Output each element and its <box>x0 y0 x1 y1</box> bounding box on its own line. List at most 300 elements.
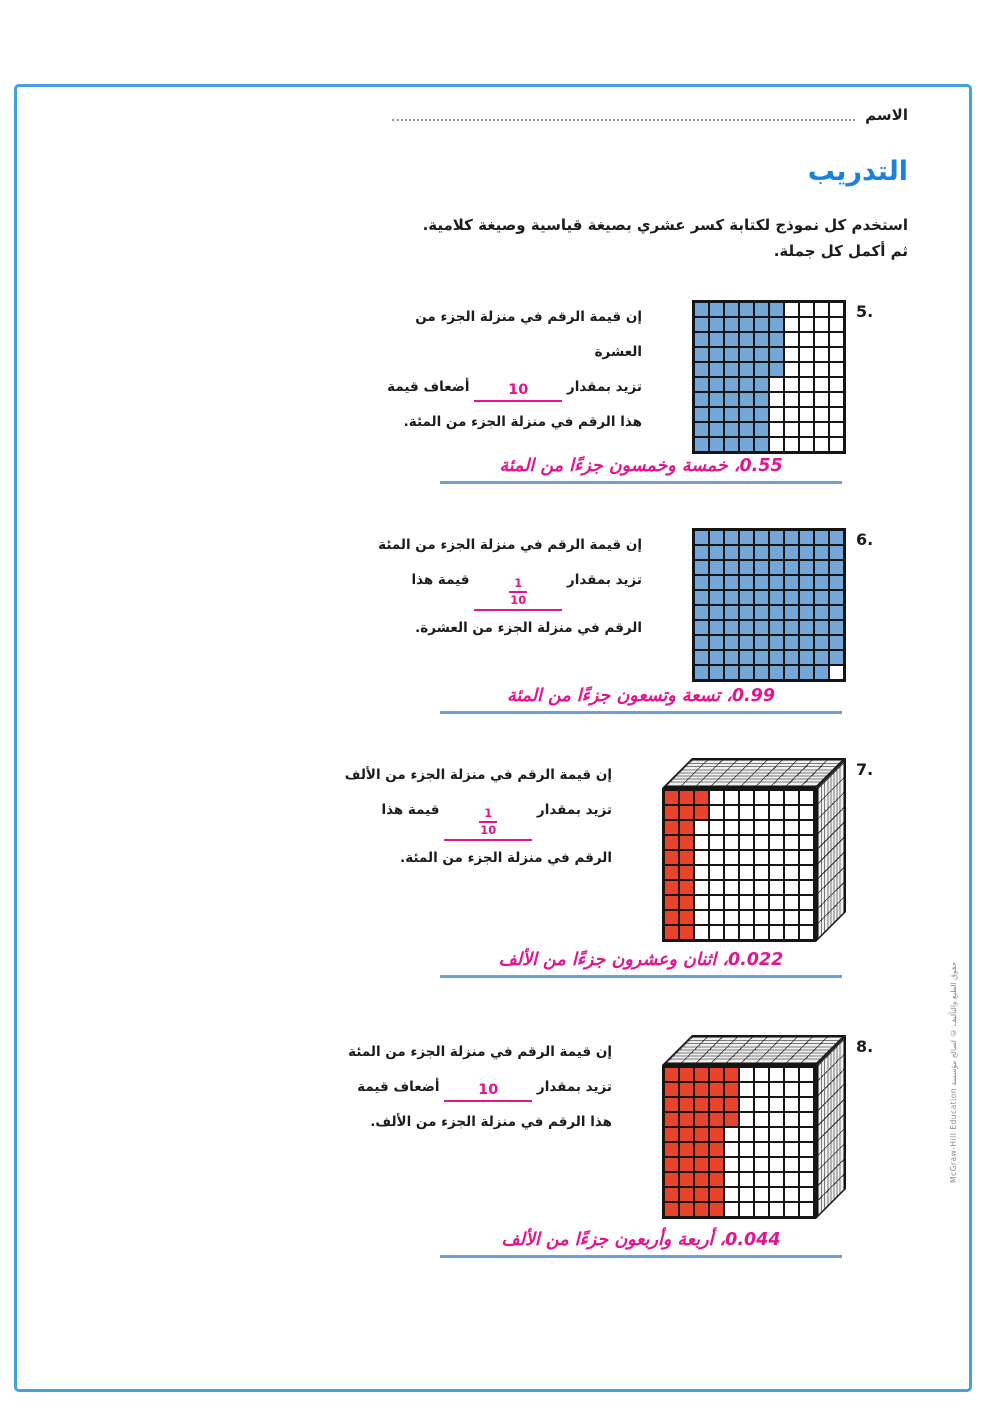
model-cell <box>709 1127 724 1142</box>
model-cell <box>664 1202 679 1217</box>
model-cell <box>724 1127 739 1142</box>
text-after-blank: أضعاف قيمة هذا الرقم في <box>387 379 642 431</box>
model-cell <box>799 362 814 377</box>
model-cell <box>769 1157 784 1172</box>
model-cell <box>679 820 694 835</box>
model-cell <box>664 1172 679 1187</box>
model-cell <box>784 910 799 925</box>
model-cell <box>679 835 694 850</box>
model-cell <box>799 302 814 317</box>
model-cell <box>709 635 724 650</box>
model-cell <box>679 910 694 925</box>
model-cell <box>664 910 679 925</box>
model-cell <box>799 590 814 605</box>
answer-6 <box>440 686 842 714</box>
model-cell <box>829 317 844 332</box>
model-cell <box>784 530 799 545</box>
model-cell <box>664 835 679 850</box>
instructions-line-1: استخدم كل نموذج لكتابة كسر عشري بصيغة قياسية وصيغة كلامية. <box>422 216 908 234</box>
model-cell <box>754 560 769 575</box>
model-cell <box>784 377 799 392</box>
model-cell <box>784 347 799 362</box>
model-cell <box>829 590 844 605</box>
model-cell <box>754 650 769 665</box>
model-cell <box>694 1157 709 1172</box>
text-after-blank: أضعاف قيمة هذا الرقم في <box>357 1079 612 1131</box>
model-cell <box>814 560 829 575</box>
model-cell <box>739 1082 754 1097</box>
page-title: التدريب <box>807 156 908 187</box>
model-cell <box>799 437 814 452</box>
model-cell <box>784 925 799 940</box>
model-cell <box>709 575 724 590</box>
model-cell <box>709 302 724 317</box>
model-cell <box>784 332 799 347</box>
model-cell <box>754 880 769 895</box>
model-cell <box>694 1127 709 1142</box>
model-cell <box>829 302 844 317</box>
model-cell <box>799 925 814 940</box>
model-cell <box>739 910 754 925</box>
model-cell <box>769 437 784 452</box>
model-cell <box>694 1097 709 1112</box>
model-cell <box>784 407 799 422</box>
model-cell <box>799 895 814 910</box>
model-cell <box>829 362 844 377</box>
model-cell <box>709 437 724 452</box>
model-cell <box>664 1097 679 1112</box>
model-cell <box>754 347 769 362</box>
model-cell <box>799 865 814 880</box>
model-cell <box>754 575 769 590</box>
model-cell <box>814 530 829 545</box>
model-cell <box>754 590 769 605</box>
model-cell <box>769 835 784 850</box>
model-cell <box>769 407 784 422</box>
model-cell <box>679 1142 694 1157</box>
model-cell <box>664 1127 679 1142</box>
model-cell <box>724 1112 739 1127</box>
model-cell <box>769 650 784 665</box>
model-cell <box>829 332 844 347</box>
model-cell <box>724 575 739 590</box>
model-cell <box>709 332 724 347</box>
model-cell <box>784 895 799 910</box>
model-cell <box>769 865 784 880</box>
sentence-line-1: إن قيمة الرقم في منزلة الجزء من المئة <box>378 537 642 553</box>
model-cell <box>784 1172 799 1187</box>
model-cell <box>724 590 739 605</box>
model-cell <box>769 1202 784 1217</box>
model-cell <box>739 1172 754 1187</box>
name-row <box>392 106 908 124</box>
sentence-line-1: إن قيمة الرقم في منزلة الجزء من المئة <box>348 1044 612 1060</box>
model-cell <box>694 880 709 895</box>
problem-7 <box>340 758 882 942</box>
model-cell <box>739 665 754 680</box>
model-cell <box>724 820 739 835</box>
model-cell <box>799 910 814 925</box>
model-cell <box>694 545 709 560</box>
model-cell <box>709 545 724 560</box>
answer-text: 0.044، أربعة وأربعون جزءًا من الألف <box>501 1230 781 1250</box>
model-cell <box>709 805 724 820</box>
model-cell <box>739 392 754 407</box>
model-cell <box>799 790 814 805</box>
model-cell <box>829 392 844 407</box>
model-cell <box>814 422 829 437</box>
model-cell <box>814 605 829 620</box>
model-cell <box>709 347 724 362</box>
model-cell <box>739 1202 754 1217</box>
sentence-continuation <box>370 370 642 440</box>
model-cell <box>709 910 724 925</box>
model-cell <box>739 650 754 665</box>
problem-text <box>340 758 612 876</box>
model-cell <box>814 332 829 347</box>
model-cell <box>754 620 769 635</box>
model-cell <box>739 880 754 895</box>
model-cell <box>709 790 724 805</box>
fraction-numerator: 1 <box>509 576 527 593</box>
model-cell <box>754 1172 769 1187</box>
model-cell <box>709 317 724 332</box>
model-cell <box>694 605 709 620</box>
model-cell <box>754 1097 769 1112</box>
model-cell <box>769 850 784 865</box>
sentence-end: منزلة الجزء من الألف. <box>370 1114 517 1131</box>
model-cell <box>679 805 694 820</box>
model-cell <box>784 1127 799 1142</box>
model-cell <box>754 437 769 452</box>
model-cell <box>784 805 799 820</box>
text-before-blank: تزيد بمقدار <box>566 572 642 589</box>
problem-number: 5. <box>856 302 874 321</box>
model-cell <box>829 437 844 452</box>
model-cell <box>814 545 829 560</box>
model-cell <box>829 407 844 422</box>
model-cell <box>664 1157 679 1172</box>
model-cell <box>754 895 769 910</box>
model-cell <box>769 1112 784 1127</box>
model-cell <box>739 1142 754 1157</box>
model-cell <box>724 635 739 650</box>
answer-8 <box>440 1230 842 1258</box>
model-cell <box>694 895 709 910</box>
model-cell <box>799 1127 814 1142</box>
model-cell <box>724 880 739 895</box>
model-cell <box>709 620 724 635</box>
model-cell <box>724 925 739 940</box>
model-cell <box>724 790 739 805</box>
model-cell <box>829 620 844 635</box>
model-cell <box>814 407 829 422</box>
model-cell <box>769 910 784 925</box>
answer-text: 0.022، اثنان وعشرون جزءًا من الألف <box>498 950 784 970</box>
model-cell <box>724 1202 739 1217</box>
model-cell <box>769 1067 784 1082</box>
model-cell <box>739 407 754 422</box>
model-cell <box>694 665 709 680</box>
problem-text <box>370 300 642 440</box>
model-cell <box>739 805 754 820</box>
model-cell <box>784 1142 799 1157</box>
model-cell <box>724 1142 739 1157</box>
model-cell <box>694 1187 709 1202</box>
model-cell <box>679 1187 694 1202</box>
model-cell <box>769 665 784 680</box>
model-cell <box>679 1157 694 1172</box>
model-cell <box>709 530 724 545</box>
model-cell <box>664 805 679 820</box>
model-cell <box>664 1187 679 1202</box>
sentence-end: الجزء من العشرة. <box>415 619 533 636</box>
model-cell <box>709 1157 724 1172</box>
model-cell <box>724 620 739 635</box>
model-cell <box>709 865 724 880</box>
model-cell <box>829 605 844 620</box>
model-cell <box>694 392 709 407</box>
model-cell <box>799 377 814 392</box>
model-cell <box>724 560 739 575</box>
model-cell <box>754 545 769 560</box>
model-cell <box>724 332 739 347</box>
model-cell <box>724 377 739 392</box>
model-cell <box>769 1097 784 1112</box>
model-cell <box>739 1157 754 1172</box>
sentence-line-1: إن قيمة الرقم في منزلة الجزء من الألف <box>344 767 612 783</box>
model-cell <box>664 880 679 895</box>
model-cell <box>829 575 844 590</box>
model-cell <box>799 605 814 620</box>
model-cell <box>784 650 799 665</box>
problem-text <box>370 528 642 646</box>
model-cell <box>769 620 784 635</box>
model-cell <box>799 407 814 422</box>
model-cell <box>709 1187 724 1202</box>
model-cell <box>769 377 784 392</box>
model-cell <box>739 590 754 605</box>
model-cell <box>709 835 724 850</box>
model-cell <box>799 665 814 680</box>
model-cell <box>754 302 769 317</box>
model-cell <box>784 392 799 407</box>
model-cell <box>724 392 739 407</box>
model-cell <box>739 317 754 332</box>
sentence-line-1: إن قيمة الرقم في منزلة الجزء من العشرة <box>415 309 642 361</box>
model-cell <box>694 575 709 590</box>
model-cell <box>679 1067 694 1082</box>
model-cell <box>679 1082 694 1097</box>
model-cell <box>739 422 754 437</box>
model-cell <box>694 317 709 332</box>
model-cell <box>694 910 709 925</box>
model-cell <box>709 850 724 865</box>
name-label: الاسم <box>865 106 908 124</box>
model-cell <box>694 530 709 545</box>
model-cell <box>724 665 739 680</box>
model-cell <box>709 1097 724 1112</box>
model-cell <box>784 422 799 437</box>
model-cell <box>724 605 739 620</box>
model-cell <box>739 362 754 377</box>
model-cell <box>709 895 724 910</box>
model-cell <box>709 1202 724 1217</box>
model-cell <box>679 925 694 940</box>
model-cell <box>709 362 724 377</box>
model-cell <box>739 545 754 560</box>
model-cell <box>829 545 844 560</box>
model-cell <box>769 805 784 820</box>
model-cell <box>739 925 754 940</box>
model-cell <box>664 895 679 910</box>
fraction-blank <box>509 576 527 608</box>
model-cell <box>784 1187 799 1202</box>
model-cell <box>694 865 709 880</box>
sentence-continuation <box>370 563 642 646</box>
model-cell <box>769 530 784 545</box>
model-cell <box>709 590 724 605</box>
model-cell <box>709 665 724 680</box>
model-cell <box>769 1142 784 1157</box>
model-cell <box>694 422 709 437</box>
fraction-numerator: 1 <box>479 806 497 823</box>
model-cell <box>799 1097 814 1112</box>
model-cell <box>784 1157 799 1172</box>
model-cell <box>799 530 814 545</box>
model-cell <box>814 347 829 362</box>
model-cell <box>664 1112 679 1127</box>
model-cell <box>694 560 709 575</box>
model-cell <box>664 865 679 880</box>
model-cell <box>769 590 784 605</box>
model-cell <box>814 302 829 317</box>
problem-6 <box>370 528 882 682</box>
model-cell <box>664 1067 679 1082</box>
model-cell <box>724 437 739 452</box>
model-cell <box>799 1157 814 1172</box>
model-cell <box>739 605 754 620</box>
model-cell <box>754 1187 769 1202</box>
model-cell <box>769 332 784 347</box>
model-cell <box>784 1082 799 1097</box>
model-cell <box>709 650 724 665</box>
model-cell <box>739 635 754 650</box>
model-cell <box>754 407 769 422</box>
model-cell <box>694 377 709 392</box>
model-cell <box>799 1172 814 1187</box>
model-cell <box>814 635 829 650</box>
model-cell <box>739 895 754 910</box>
cube-front-face <box>662 788 816 942</box>
model-cell <box>829 377 844 392</box>
model-cell <box>724 1097 739 1112</box>
model-cell <box>739 1187 754 1202</box>
model-cell <box>784 665 799 680</box>
answer-text: 0.55، خمسة وخمسون جزءًا من المئة <box>499 456 783 476</box>
model-cell <box>784 1067 799 1082</box>
model-cell <box>739 1067 754 1082</box>
model-cell <box>724 302 739 317</box>
model-cell <box>784 1202 799 1217</box>
sentence-end: الجزء من المئة. <box>400 849 503 866</box>
model-cell <box>769 575 784 590</box>
model-cell <box>724 650 739 665</box>
cube-right-face <box>816 758 846 942</box>
model-cell <box>694 407 709 422</box>
model-cell <box>739 377 754 392</box>
hundredths-grid-model <box>692 300 846 454</box>
sentence-continuation <box>340 793 612 876</box>
model-cell <box>724 1172 739 1187</box>
model-cell <box>769 422 784 437</box>
fraction-blank <box>479 806 497 838</box>
model-cell <box>799 332 814 347</box>
model-cell <box>784 545 799 560</box>
model-cell <box>814 377 829 392</box>
model-cell <box>694 925 709 940</box>
model-cell <box>784 1112 799 1127</box>
blank-answer <box>474 575 562 611</box>
model-cell <box>769 925 784 940</box>
model-cell <box>694 835 709 850</box>
blank-answer <box>444 805 532 841</box>
model-cell <box>769 605 784 620</box>
model-cell <box>694 1082 709 1097</box>
model-cell <box>724 362 739 377</box>
model-cell <box>694 820 709 835</box>
fraction-denominator: 10 <box>480 823 497 838</box>
model-cell <box>694 347 709 362</box>
problem-text <box>340 1035 612 1140</box>
model-cell <box>784 560 799 575</box>
model-cell <box>709 422 724 437</box>
model-cell <box>754 362 769 377</box>
model-cell <box>799 317 814 332</box>
model-cell <box>709 1067 724 1082</box>
model-cell <box>694 805 709 820</box>
model-cell <box>724 850 739 865</box>
model-cell <box>739 302 754 317</box>
model-cell <box>799 850 814 865</box>
model-cell <box>799 1187 814 1202</box>
text-before-blank: تزيد بمقدار <box>536 1079 612 1096</box>
model-cell <box>799 1067 814 1082</box>
cube-top-face <box>662 758 846 788</box>
model-cell <box>739 575 754 590</box>
model-cell <box>754 1127 769 1142</box>
model-cell <box>679 850 694 865</box>
instructions <box>363 212 908 265</box>
thousandths-cube-model <box>662 758 846 942</box>
model-cell <box>799 560 814 575</box>
model-cell <box>694 590 709 605</box>
model-cell <box>724 865 739 880</box>
answer-text: 0.99، تسعة وتسعون جزءًا من المئة <box>506 686 776 706</box>
model-cell <box>784 1097 799 1112</box>
model-cell <box>664 850 679 865</box>
model-cell <box>724 1157 739 1172</box>
model-cell <box>709 820 724 835</box>
answer-5 <box>440 456 842 484</box>
text-after-blank: قيمة هذا الرقم في منزلة <box>381 802 612 866</box>
model-cell <box>724 1187 739 1202</box>
blank-answer <box>474 382 562 402</box>
model-cell <box>769 1172 784 1187</box>
fraction-denominator: 10 <box>510 593 527 608</box>
model-cell <box>739 850 754 865</box>
model-cell <box>739 560 754 575</box>
